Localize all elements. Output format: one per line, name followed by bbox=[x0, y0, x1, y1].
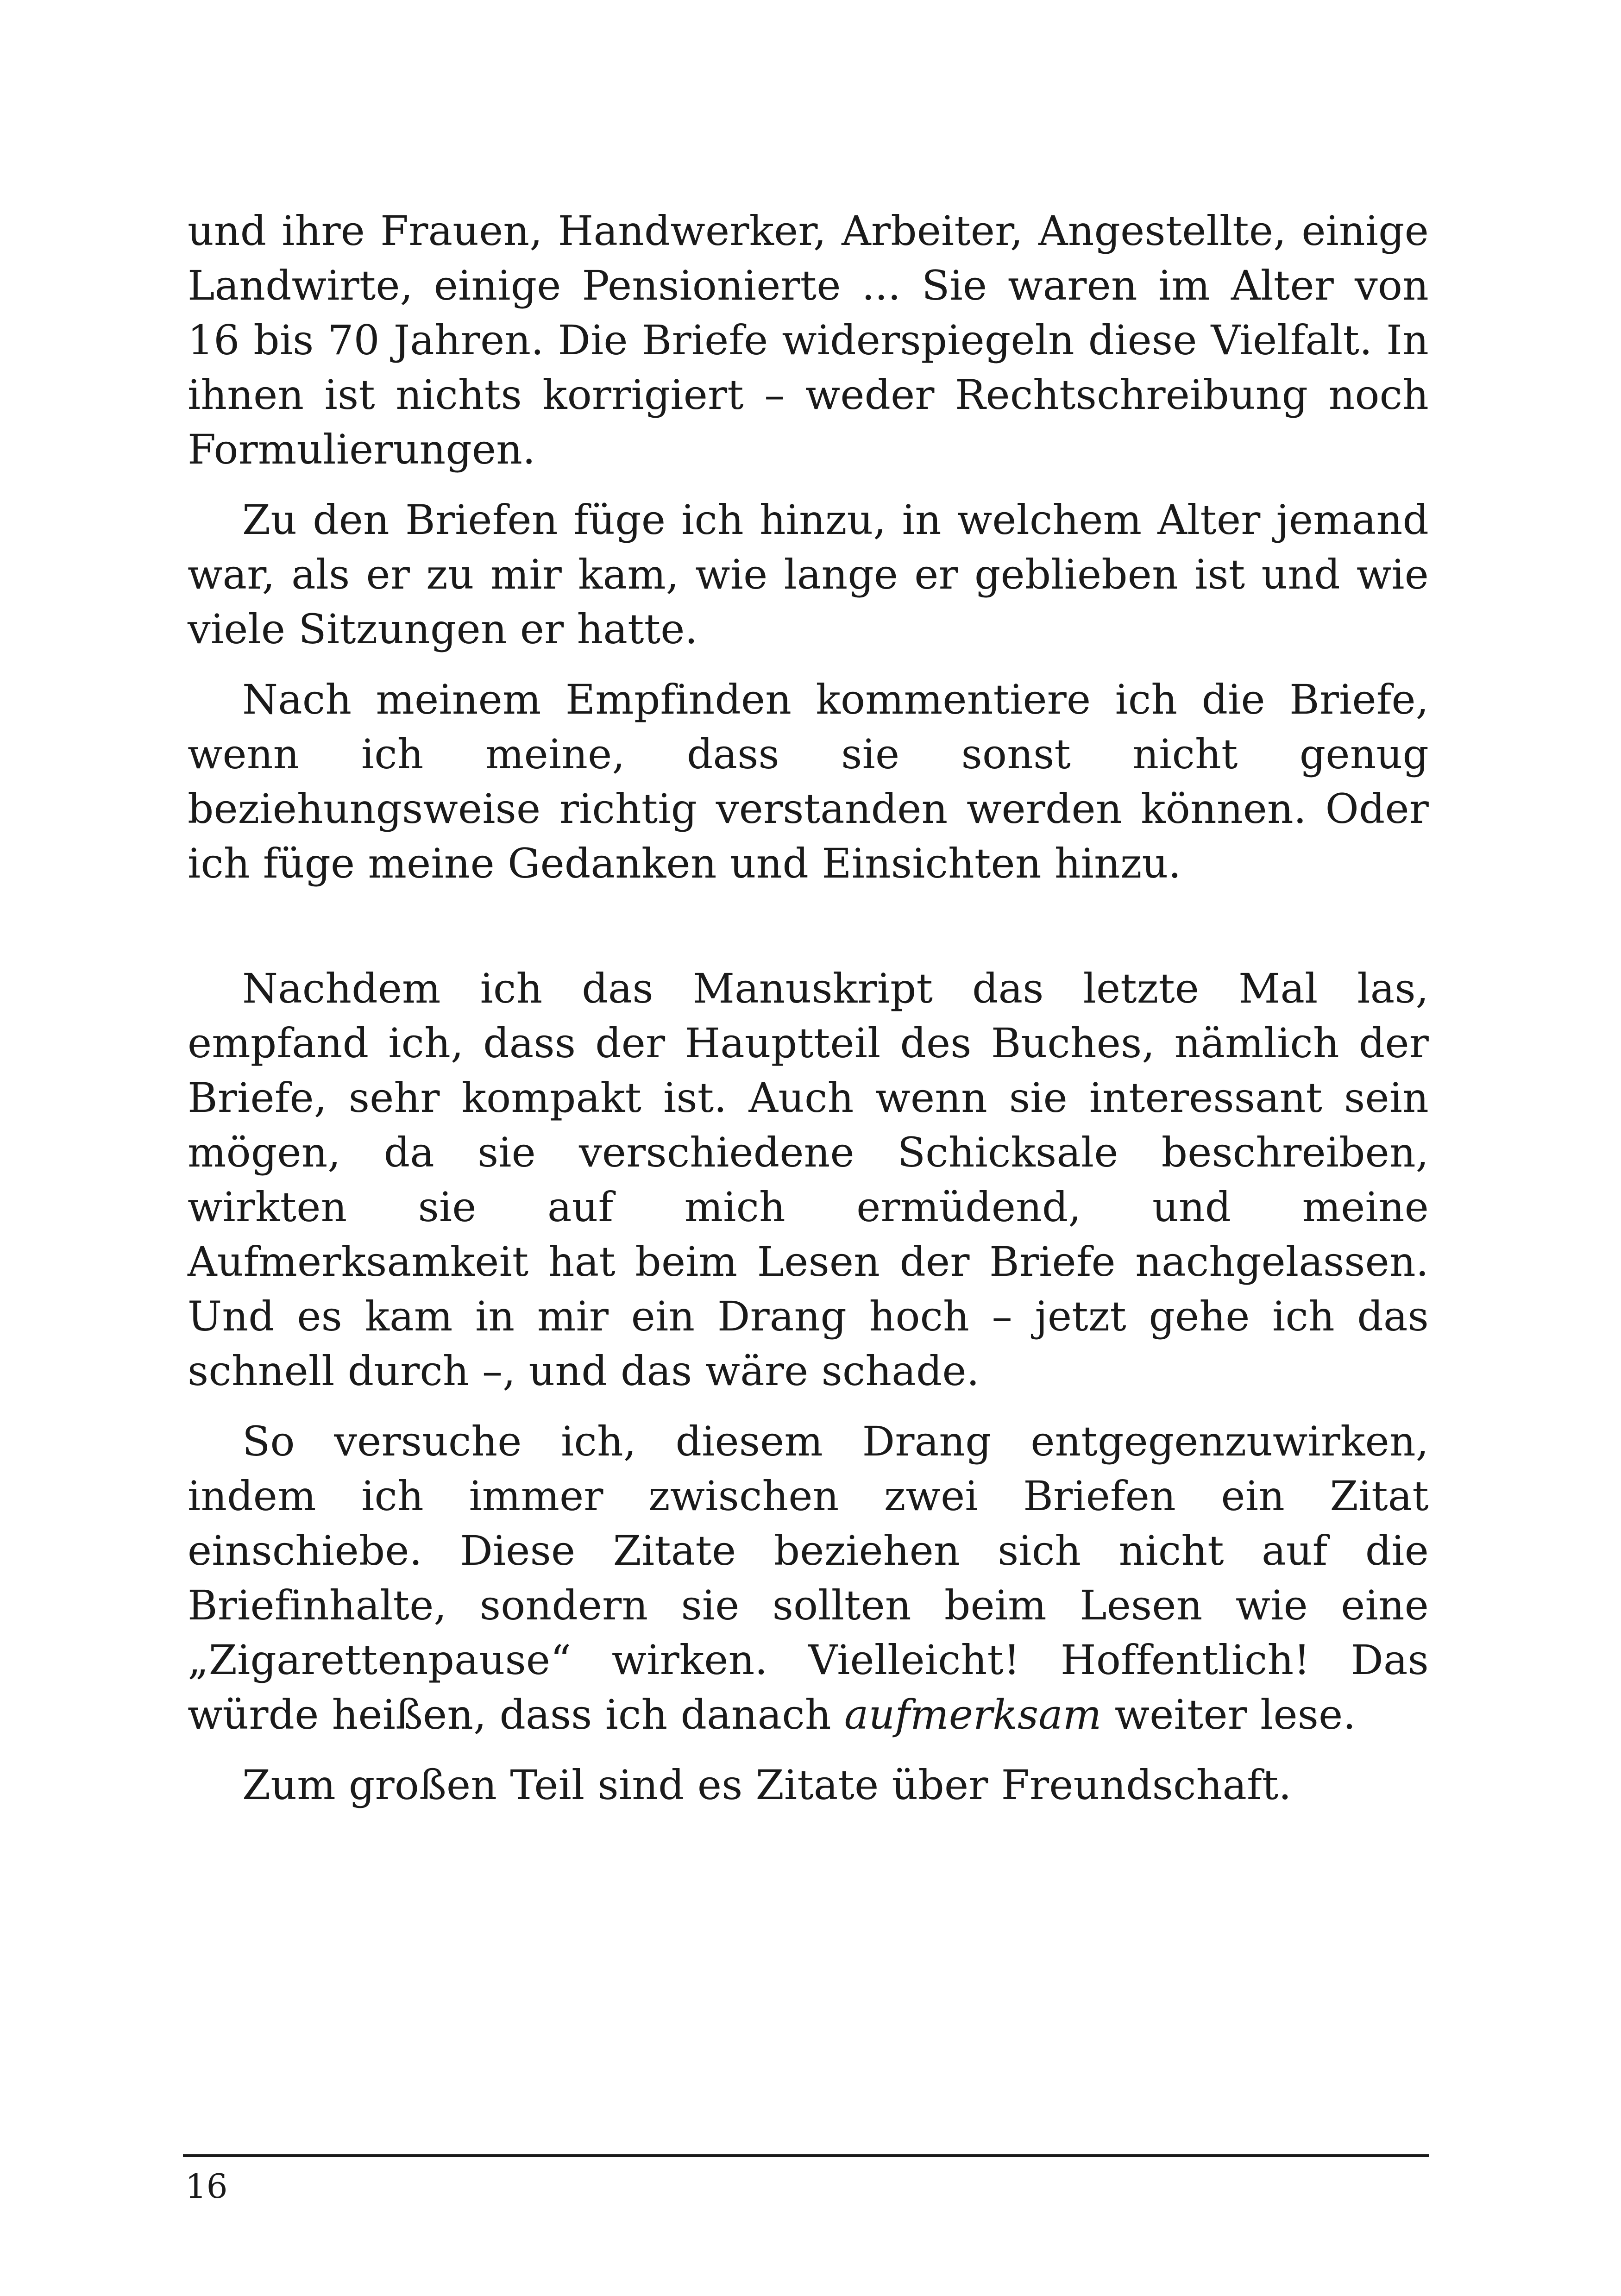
paragraph-gap bbox=[188, 477, 1429, 493]
section-gap bbox=[188, 891, 1429, 961]
paragraph-gap bbox=[188, 657, 1429, 672]
paragraph-4: Nachdem ich das Manuskript das letzte Mal las, empfand ich, dass der Hauptteil des Buches, nämlich der Briefe, sehr kompakt ist. Auch wenn sie interessant sein mögen, da sie verschiedene Schicksale beschreiben, wirkten sie auf mich ermüdend, und meine Aufmerksamkeit hat beim Lesen der Briefe nachgelassen. Und es kam in mir ein Drang hoch – jetzt gehe ich das schnell durch –, und das wäre schade. bbox=[188, 965, 1429, 1395]
paragraph-5 bbox=[188, 1414, 1429, 1742]
page-body bbox=[188, 204, 1429, 1813]
paragraph-2: Zu den Briefen füge ich hinzu, in welchem Alter jemand war, als er zu mir kam, wie lange er geblieben ist und wie viele Sitzungen er hatte. bbox=[188, 496, 1429, 653]
paragraph-1: und ihre Frauen, Handwerker, Arbeiter, Angestellte, einige Landwirte, einige Pensionierte ... Sie waren im Alter von 16 bis 70 Jahren. Die Briefe widerspiegeln diese Vielfalt. In ihnen ist nichts korrigiert – weder Rechtschreibung noch Formulierungen. bbox=[188, 207, 1429, 473]
footer-rule bbox=[183, 2154, 1429, 2157]
page-number: 16 bbox=[185, 2167, 228, 2206]
paragraph-5-emphasis: aufmerksam bbox=[844, 1691, 1102, 1738]
paragraph-3: Nach meinem Empfinden kommentiere ich die Briefe, wenn ich meine, dass sie sonst nicht genug beziehungsweise richtig verstanden werden können. Oder ich füge meine Gedanken und Einsichten hinzu. bbox=[188, 676, 1429, 887]
paragraph-gap bbox=[188, 1742, 1429, 1758]
paragraph-5-text-after: weiter lese. bbox=[1101, 1691, 1356, 1738]
paragraph-gap bbox=[188, 1399, 1429, 1414]
paragraph-6: Zum großen Teil sind es Zitate über Freundschaft. bbox=[242, 1761, 1292, 1809]
paragraph-5-text-before: So versuche ich, diesem Drang entgegenzuwirken, indem ich immer zwischen zwei Briefen ein Zitat einschiebe. Diese Zitate beziehen sich nicht auf die Briefinhalte, sondern sie sollten beim Lesen wie eine „Zigarettenpause“ wirken. Vielleicht! Hoffentlich! Das würde heißen, dass ich danach bbox=[188, 1418, 1429, 1738]
